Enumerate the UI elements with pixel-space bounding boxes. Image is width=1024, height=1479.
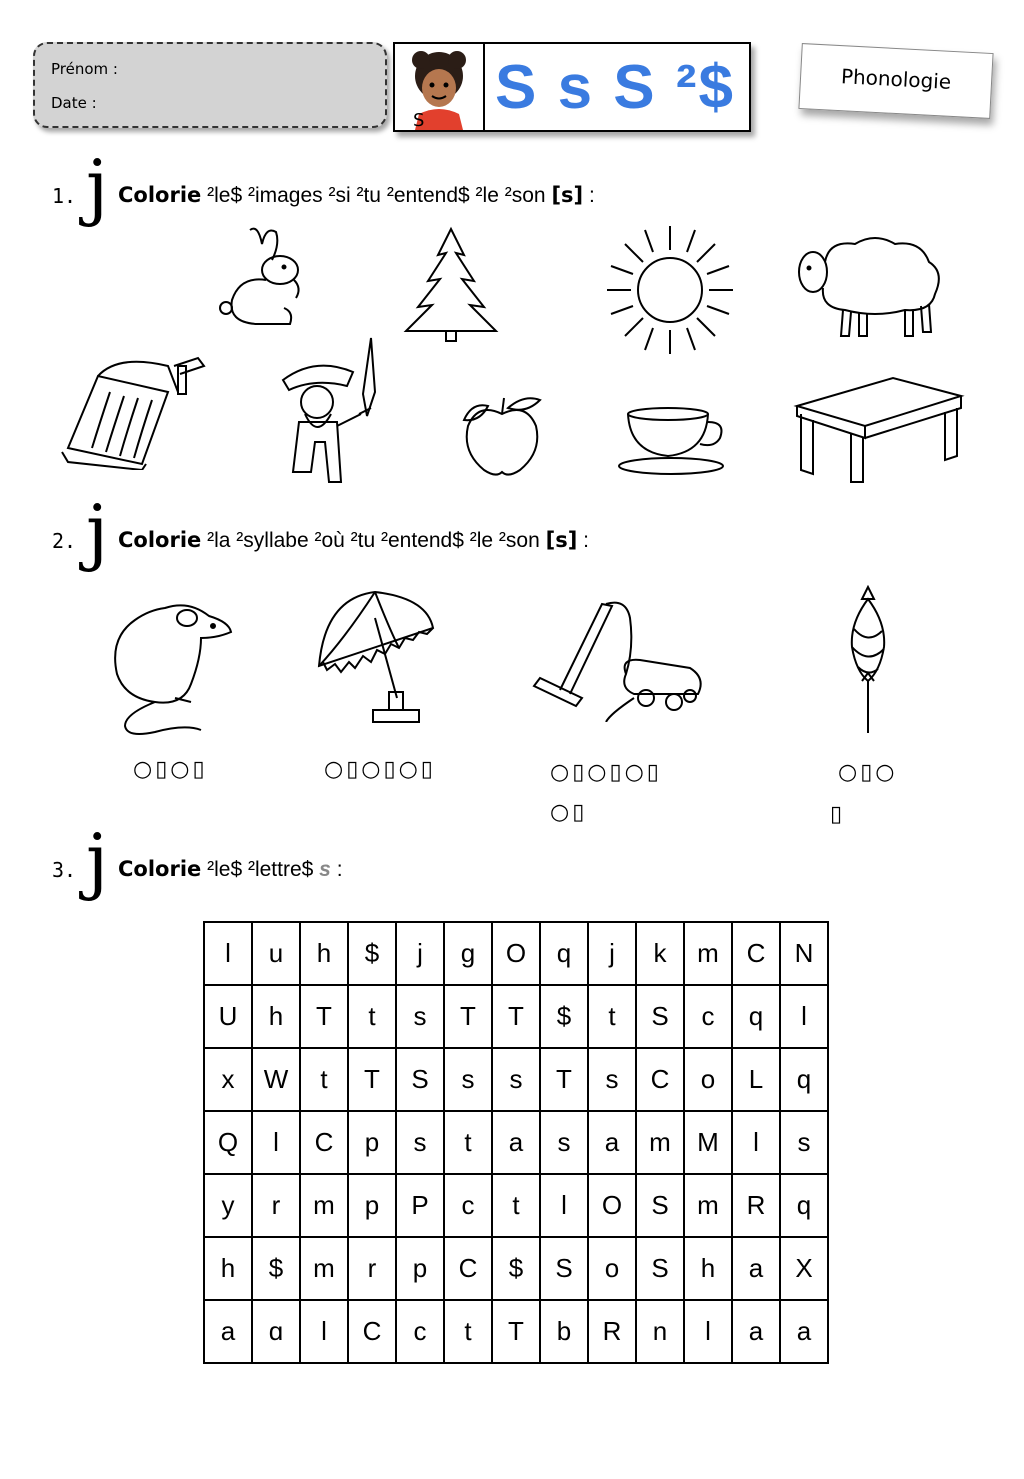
pirate-icon[interactable] <box>275 332 390 492</box>
grid-cell[interactable]: a <box>732 1237 780 1300</box>
apple-icon[interactable] <box>458 392 548 478</box>
grid-cell[interactable]: t <box>348 985 396 1048</box>
girl-avatar-icon <box>395 44 485 130</box>
grid-cell[interactable]: m <box>300 1174 348 1237</box>
grid-cell[interactable]: r <box>252 1174 300 1237</box>
title-box <box>393 42 751 132</box>
pencil-icon: j <box>86 489 109 573</box>
grid-cell[interactable]: M <box>684 1111 732 1174</box>
grid-cell[interactable]: C <box>732 922 780 985</box>
grid-cell[interactable]: s <box>780 1111 828 1174</box>
grid-cell[interactable]: c <box>444 1174 492 1237</box>
grid-cell[interactable]: l <box>780 985 828 1048</box>
mouse-icon[interactable] <box>105 598 237 740</box>
grid-cell[interactable]: O <box>492 922 540 985</box>
grid-cell[interactable]: C <box>300 1111 348 1174</box>
grid-cell[interactable]: j <box>588 922 636 985</box>
grid-cell[interactable]: $ <box>348 922 396 985</box>
grid-cell[interactable]: l <box>252 1111 300 1174</box>
grid-cell[interactable]: g <box>444 922 492 985</box>
instruction-verb: Colorie <box>118 857 202 881</box>
grid-cell[interactable]: a <box>588 1111 636 1174</box>
instruction-verb: Colorie <box>118 528 202 552</box>
grid-cell[interactable]: m <box>300 1237 348 1300</box>
grid-cell[interactable]: j <box>396 922 444 985</box>
grid-cell[interactable]: o <box>684 1048 732 1111</box>
grid-cell[interactable]: T <box>300 985 348 1048</box>
grid-cell[interactable]: r <box>348 1237 396 1300</box>
sound-label: [s] <box>545 528 578 552</box>
sheep-icon[interactable] <box>795 232 947 340</box>
name-date-box <box>33 42 387 128</box>
grid-cell[interactable]: s <box>588 1048 636 1111</box>
grid-cell[interactable]: y <box>204 1174 252 1237</box>
grid-cell[interactable]: p <box>348 1174 396 1237</box>
grid-cell[interactable]: s <box>396 985 444 1048</box>
grid-cell[interactable]: n <box>636 1300 684 1363</box>
grid-cell[interactable]: h <box>252 985 300 1048</box>
grid-cell[interactable]: o <box>588 1237 636 1300</box>
grid-row <box>204 1174 828 1237</box>
grid-cell[interactable]: m <box>636 1111 684 1174</box>
grid-cell[interactable]: s <box>540 1111 588 1174</box>
grid-cell[interactable]: q <box>540 922 588 985</box>
date-label: Date : <box>51 94 97 112</box>
instruction-colon: : <box>336 858 343 881</box>
sound-label: [s] <box>551 183 584 207</box>
grid-row <box>204 985 828 1048</box>
grid-cell[interactable]: X <box>780 1237 828 1300</box>
rabbit-icon[interactable] <box>210 222 310 328</box>
syllable-boxes[interactable]: ▯ <box>830 802 846 827</box>
grid-cell[interactable]: s <box>444 1048 492 1111</box>
syllable-boxes[interactable]: ○▯○ <box>838 760 898 785</box>
sun-icon[interactable] <box>605 222 735 358</box>
grid-row <box>204 1300 828 1363</box>
grid-row <box>204 1111 828 1174</box>
grid-cell[interactable]: h <box>204 1237 252 1300</box>
exercise-1-number: 1. <box>52 184 77 208</box>
grid-cell[interactable]: R <box>588 1300 636 1363</box>
syllable-boxes[interactable]: ○▯○▯○▯ <box>324 757 436 782</box>
exercise-3-number: 3. <box>52 858 77 882</box>
grid-cell[interactable]: a <box>732 1300 780 1363</box>
instruction-text: ²le$ ²lettre$ <box>207 858 314 881</box>
grid-cell[interactable]: m <box>684 1174 732 1237</box>
grid-cell[interactable]: $ <box>540 985 588 1048</box>
grid-cell[interactable]: l <box>732 1111 780 1174</box>
candy-icon[interactable] <box>848 585 888 737</box>
grid-cell[interactable]: R <box>732 1174 780 1237</box>
grid-cell[interactable]: q <box>780 1174 828 1237</box>
grid-cell[interactable]: a <box>492 1111 540 1174</box>
pencil-icon: j <box>86 144 109 228</box>
grid-cell[interactable]: l <box>540 1174 588 1237</box>
grid-row <box>204 1048 828 1111</box>
grid-cell[interactable]: l <box>684 1300 732 1363</box>
instruction-verb: Colorie <box>118 183 202 207</box>
page-title: S s S ²$ <box>495 53 735 122</box>
grid-cell[interactable]: p <box>348 1111 396 1174</box>
grid-cell[interactable]: q <box>732 985 780 1048</box>
grid-cell[interactable]: c <box>684 985 732 1048</box>
grid-cell[interactable]: t <box>492 1174 540 1237</box>
parasol-icon[interactable] <box>315 588 437 728</box>
grid-row <box>204 1237 828 1300</box>
grid-cell[interactable]: T <box>348 1048 396 1111</box>
fir-tree-icon[interactable] <box>402 225 500 343</box>
grid-cell[interactable]: T <box>492 1300 540 1363</box>
grid-cell[interactable]: O <box>588 1174 636 1237</box>
instruction-colon: : <box>588 184 595 207</box>
grid-cell[interactable]: T <box>540 1048 588 1111</box>
instruction-text: ²le$ ²images ²si ²tu ²entend$ ²le ²son <box>207 184 546 207</box>
grid-cell[interactable]: q <box>780 1048 828 1111</box>
grid-cell[interactable]: c <box>396 1300 444 1363</box>
exercise-3-instruction <box>52 818 952 902</box>
grid-cell[interactable]: x <box>204 1048 252 1111</box>
grid-cell[interactable]: S <box>636 985 684 1048</box>
grid-cell[interactable]: $ <box>252 1237 300 1300</box>
grid-cell[interactable]: S <box>396 1048 444 1111</box>
exercise-2-instruction <box>52 489 952 573</box>
table-icon[interactable] <box>793 376 965 484</box>
grid-cell[interactable]: l <box>204 922 252 985</box>
grid-cell[interactable]: C <box>444 1237 492 1300</box>
grid-cell[interactable]: C <box>348 1300 396 1363</box>
instruction-text: ²la ²syllabe ²où ²tu ²entend$ ²le ²son <box>207 529 540 552</box>
cup-icon[interactable] <box>616 404 726 476</box>
grid-cell[interactable]: t <box>300 1048 348 1111</box>
syllable-boxes[interactable]: ○▯○▯ <box>133 757 208 782</box>
target-letter: s <box>319 858 331 881</box>
phonologie-tag <box>798 43 993 119</box>
grid-cell[interactable]: l <box>300 1300 348 1363</box>
grid-cell[interactable]: W <box>252 1048 300 1111</box>
grid-cell[interactable]: $ <box>492 1237 540 1300</box>
vacuum-cleaner-icon[interactable] <box>530 598 710 722</box>
svg-text:S: S <box>413 110 425 130</box>
grid-cell[interactable]: U <box>204 985 252 1048</box>
grid-cell[interactable]: t <box>444 1300 492 1363</box>
tag-label: Phonologie <box>840 64 952 94</box>
exercise-1-instruction <box>52 144 952 228</box>
grid-cell[interactable]: b <box>540 1300 588 1363</box>
sardine-can-icon[interactable] <box>58 352 206 470</box>
prenom-label: Prénom : <box>51 60 118 78</box>
grid-cell[interactable]: m <box>684 922 732 985</box>
grid-row <box>204 922 828 985</box>
grid-cell[interactable]: a <box>204 1300 252 1363</box>
grid-cell[interactable]: P <box>396 1174 444 1237</box>
grid-cell[interactable]: C <box>636 1048 684 1111</box>
grid-cell[interactable]: Q <box>204 1111 252 1174</box>
letter-grid <box>203 921 829 1364</box>
grid-cell[interactable]: t <box>444 1111 492 1174</box>
grid-cell[interactable]: h <box>684 1237 732 1300</box>
grid-cell[interactable]: h <box>300 922 348 985</box>
syllable-boxes[interactable]: ○▯ <box>550 800 588 825</box>
grid-cell[interactable]: T <box>492 985 540 1048</box>
exercise-2-number: 2. <box>52 529 77 553</box>
grid-cell[interactable]: s <box>396 1111 444 1174</box>
grid-cell[interactable]: L <box>732 1048 780 1111</box>
instruction-colon: : <box>583 529 590 552</box>
grid-cell[interactable]: S <box>636 1237 684 1300</box>
grid-cell[interactable]: s <box>492 1048 540 1111</box>
grid-cell[interactable]: p <box>396 1237 444 1300</box>
syllable-boxes[interactable]: ○▯○▯○▯ <box>550 760 662 785</box>
grid-cell[interactable]: a <box>780 1300 828 1363</box>
grid-cell[interactable]: u <box>252 922 300 985</box>
pencil-icon: j <box>86 818 109 902</box>
grid-cell[interactable]: ɑ <box>252 1300 300 1363</box>
grid-cell[interactable]: N <box>780 922 828 985</box>
grid-cell[interactable]: T <box>444 985 492 1048</box>
grid-cell[interactable]: S <box>636 1174 684 1237</box>
grid-cell[interactable]: t <box>588 985 636 1048</box>
grid-cell[interactable]: S <box>540 1237 588 1300</box>
grid-cell[interactable]: k <box>636 922 684 985</box>
